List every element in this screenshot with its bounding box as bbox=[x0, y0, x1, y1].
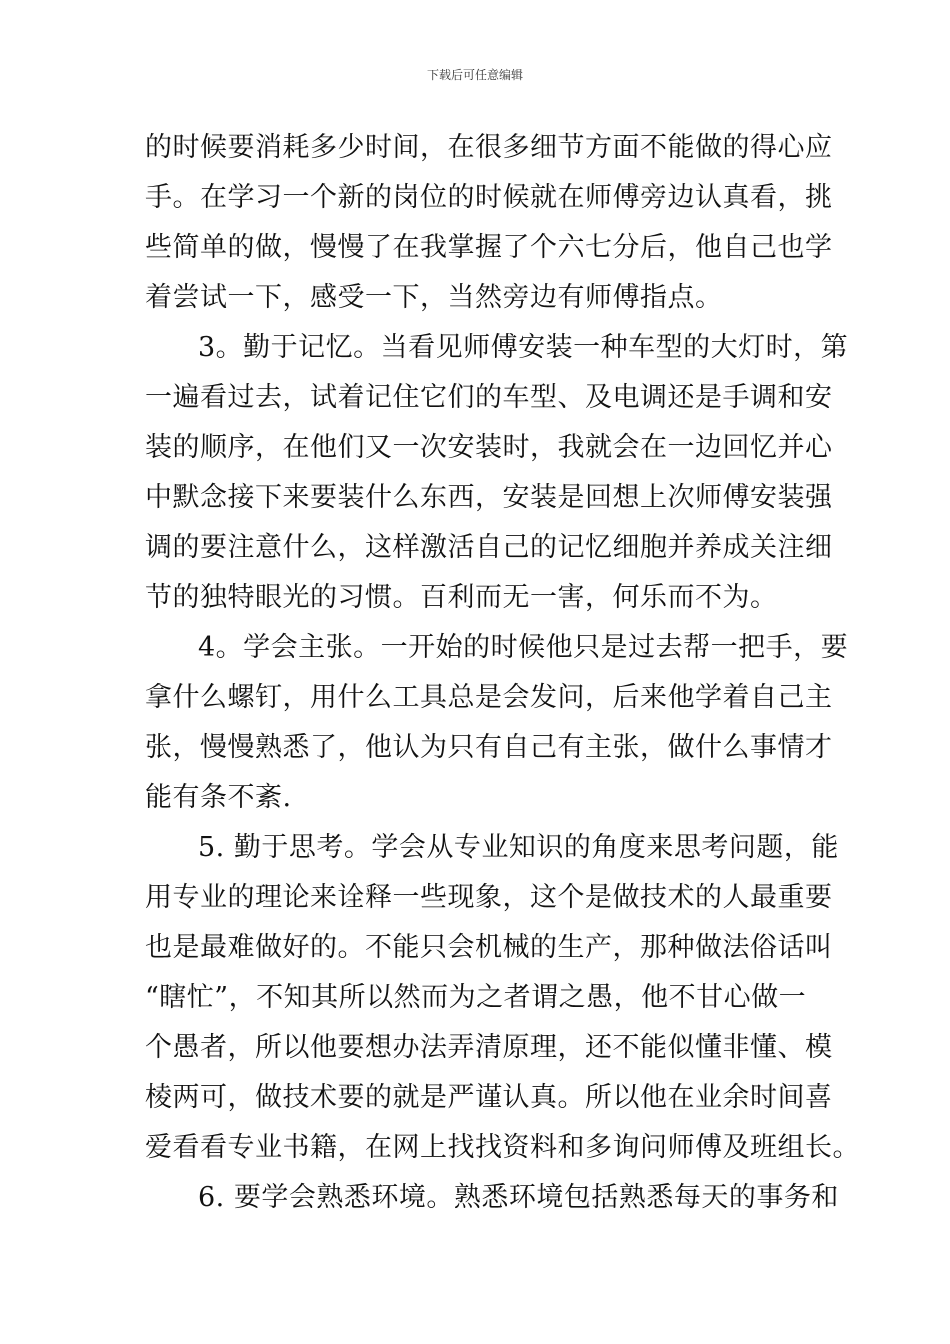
paragraph-start-line: 4。学会主张。一开始的时候他只是过去帮一把手，要 bbox=[198, 632, 849, 663]
body-line: 爱看看专业书籍，在网上找找资料和多询问师傅及班组长。 bbox=[145, 1132, 860, 1163]
paragraph-start-line: 5. 勤于思考。学会从专业知识的角度来思考问题，能 bbox=[198, 832, 839, 863]
paragraph-start-line: 6. 要学会熟悉环境。熟悉环境包括熟悉每天的事务和 bbox=[198, 1182, 839, 1213]
body-line: 节的独特眼光的习惯。百利而无一害，何乐而不为。 bbox=[145, 582, 778, 613]
body-line: 一遍看过去，试着记住它们的车型、及电调还是手调和安 bbox=[145, 382, 833, 413]
page-header: 下载后可任意编辑 bbox=[426, 68, 523, 82]
body-line: 着尝试一下，感受一下，当然旁边有师傅指点。 bbox=[145, 282, 723, 313]
body-line: 也是最难做好的。不能只会机械的生产，那种做法俗话叫 bbox=[145, 932, 833, 963]
body-line: 些简单的做，慢慢了在我掌握了个六七分后，他自己也学 bbox=[145, 232, 833, 263]
body-line: 能有条不紊. bbox=[145, 782, 292, 813]
body-line: 调的要注意什么，这样激活自己的记忆细胞并养成关注细 bbox=[145, 532, 833, 563]
body-line: 的时候要消耗多少时间，在很多细节方面不能做的得心应 bbox=[145, 132, 833, 163]
body-line: 棱两可，做技术要的就是严谨认真。所以他在业余时间喜 bbox=[145, 1082, 833, 1113]
body-line: 用专业的理论来诠释一些现象，这个是做技术的人最重要 bbox=[145, 882, 833, 913]
body-line: 个愚者，所以他要想办法弄清原理，还不能似懂非懂、模 bbox=[145, 1032, 833, 1063]
body-line: 张，慢慢熟悉了，他认为只有自己有主张，做什么事情才 bbox=[145, 732, 833, 763]
body-line: 拿什么螺钉，用什么工具总是会发问，后来他学着自己主 bbox=[145, 682, 833, 713]
body-line: 装的顺序，在他们又一次安装时，我就会在一边回忆并心 bbox=[145, 432, 833, 463]
paragraph-start-line: 3。勤于记忆。当看见师傅安装一种车型的大灯时，第 bbox=[198, 332, 849, 363]
body-line: 中默念接下来要装什么东西，安装是回想上次师傅安装强 bbox=[145, 482, 833, 513]
body-line: “瞎忙”，不知其所以然而为之者谓之愚，他不甘心做一 bbox=[145, 982, 807, 1013]
body-line: 手。在学习一个新的岗位的时候就在师傅旁边认真看，挑 bbox=[145, 182, 833, 213]
